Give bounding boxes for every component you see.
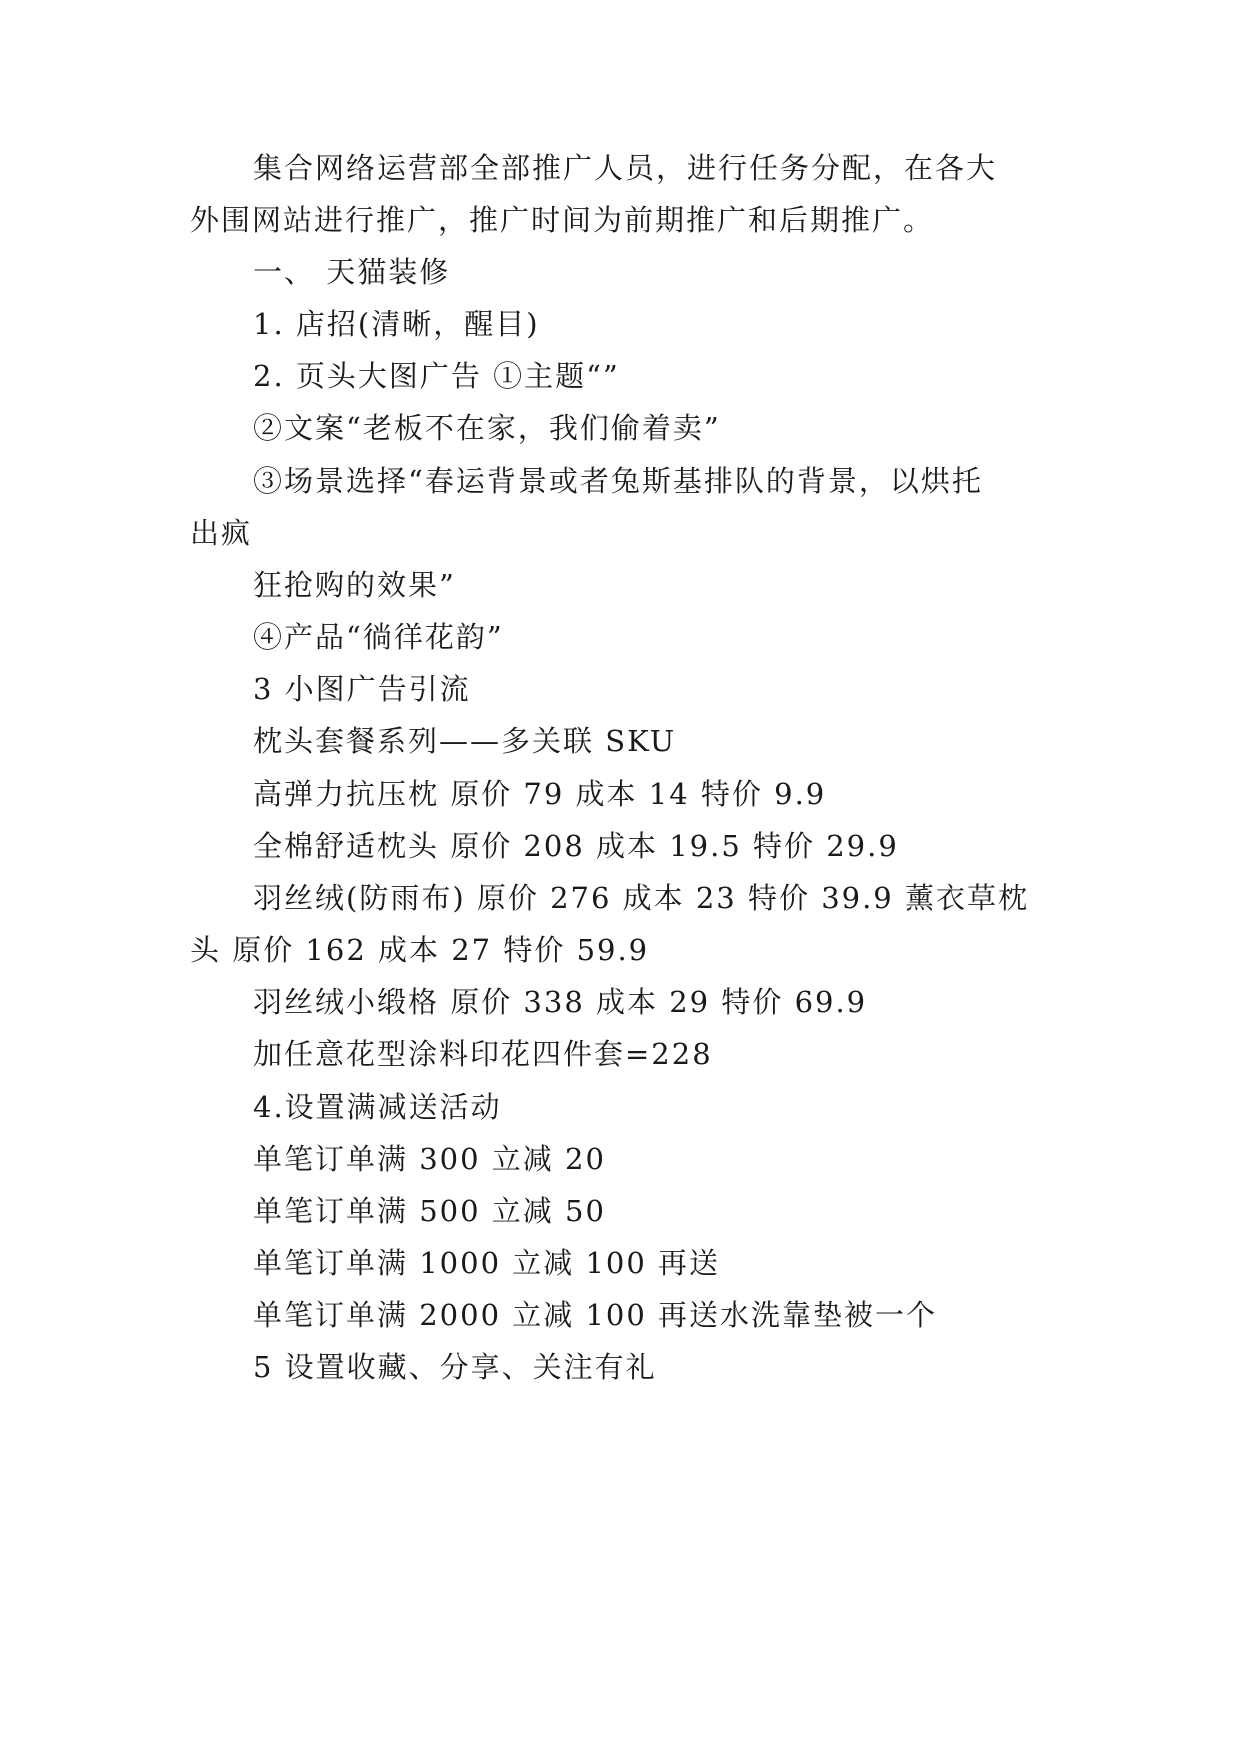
list-item: 2. 页头大图广告 ①主题“” <box>253 359 620 393</box>
paragraph-line: ③场景选择“春运背景或者兔斯基排队的背景，以烘托 <box>253 464 983 498</box>
list-item: 3 小图广告引流 <box>253 672 471 706</box>
price-line: 全棉舒适枕头 原价 208 成本 19.5 特价 29.9 <box>253 829 899 863</box>
price-line: 羽丝绒小缎格 原价 338 成本 29 特价 69.9 <box>253 985 868 1019</box>
list-item: 5 设置收藏、分享、关注有礼 <box>253 1350 657 1384</box>
paragraph-line: 加任意花型涂料印花四件套=228 <box>253 1037 713 1071</box>
paragraph-line: 枕头套餐系列——多关联 SKU <box>253 724 677 758</box>
paragraph-line: ④产品“徜徉花韵” <box>253 620 504 654</box>
price-line: 高弹力抗压枕 原价 79 成本 14 特价 9.9 <box>253 777 827 811</box>
promotion-line: 单笔订单满 2000 立减 100 再送水洗靠垫被一个 <box>253 1298 938 1332</box>
paragraph-line: 狂抢购的效果” <box>253 568 456 602</box>
price-line: 羽丝绒(防雨布) 原价 276 成本 23 特价 39.9 薰衣草枕 <box>253 881 1029 915</box>
promotion-line: 单笔订单满 300 立减 20 <box>253 1142 606 1176</box>
paragraph-line: 外围网站进行推广，推广时间为前期推广和后期推广。 <box>190 203 935 237</box>
list-item: 1. 店招(清晰，醒目) <box>253 307 540 341</box>
list-item: 4.设置满减送活动 <box>253 1090 502 1124</box>
section-heading: 一、 天猫装修 <box>253 255 451 289</box>
paragraph-line: ②文案“老板不在家，我们偷着卖” <box>253 411 721 445</box>
promotion-line: 单笔订单满 500 立减 50 <box>253 1194 606 1228</box>
price-line: 头 原价 162 成本 27 特价 59.9 <box>190 933 650 967</box>
paragraph-line: 集合网络运营部全部推广人员，进行任务分配，在各大 <box>253 151 998 185</box>
paragraph-line: 出疯 <box>190 516 253 550</box>
promotion-line: 单笔订单满 1000 立减 100 再送 <box>253 1246 721 1280</box>
